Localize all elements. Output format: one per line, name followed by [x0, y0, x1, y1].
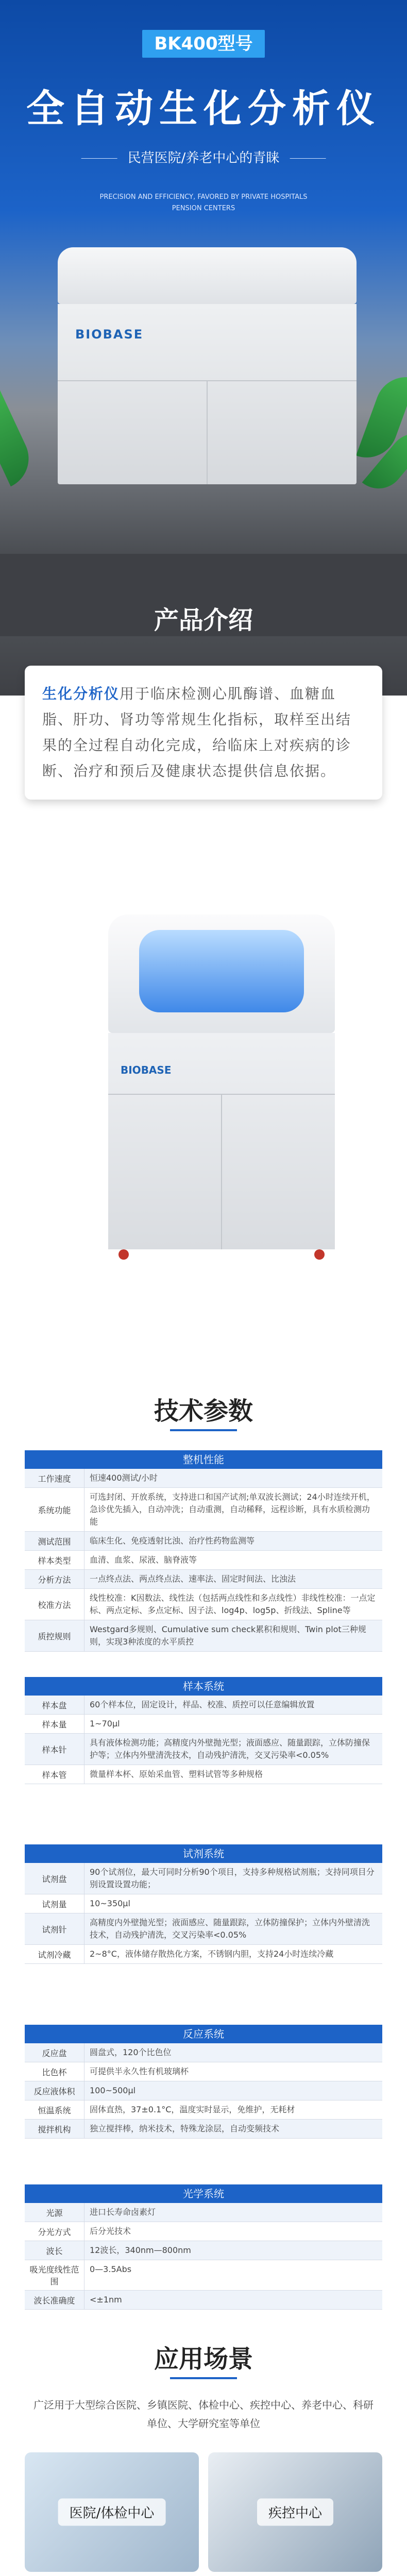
spec-key: 波长 [25, 2241, 84, 2260]
spec-section-title: 整机性能 [25, 1450, 382, 1469]
spec-row [25, 2203, 382, 2222]
spec-row [25, 1715, 382, 1734]
spec-key: 系统功能 [25, 1488, 84, 1531]
hero-title: 全自动生化分析仪 [26, 87, 381, 131]
spec-row [25, 2120, 382, 2139]
scene-label: 疾控中心 [257, 2499, 333, 2526]
spec-key: 样本量 [25, 1715, 84, 1733]
spec-row [25, 2100, 382, 2120]
machine-brand-logo: BIOBASE [121, 1064, 172, 1076]
spec-key: 试剂盘 [25, 1863, 84, 1894]
spec-value: 60个样本位，固定设计，样品、校准、质控可以任意编辑放置 [90, 1700, 315, 1709]
spec-value: 可选封闭、开放系统，支持进口和国产试剂;单双波长测试；24小时连续开机，急诊优先插入，自动冲洗；自动重测，自动稀释，远程诊断，具有水质检测功能 [90, 1492, 375, 1527]
hero-english-line-1: PRECISION AND EFFICIENCY, FAVORED BY PRIVATE HOSPITALS [99, 193, 308, 201]
spec-row [25, 2222, 382, 2241]
spec-value: <±1nm [90, 2295, 122, 2304]
spec-row [25, 1894, 382, 1913]
spec-key: 试剂针 [25, 1913, 84, 1944]
tech-heading-underline [170, 1429, 237, 1431]
spec-section [25, 2025, 382, 2139]
spec-value: 2~8°C，液体储存散热化方案，不锈钢内胆，支持24小时连续冷藏 [90, 1949, 334, 1959]
spec-key: 测试范围 [25, 1532, 84, 1550]
spec-value: 0—3.5Abs [90, 2264, 132, 2274]
spec-key: 样本类型 [25, 1551, 84, 1569]
spec-row [25, 2241, 382, 2260]
spec-section [25, 1844, 382, 1964]
spec-section-title: 反应系统 [25, 2025, 382, 2043]
spec-row [25, 2291, 382, 2310]
spec-key: 校准方法 [25, 1589, 84, 1620]
spec-value: 1~70μl [90, 1719, 120, 1728]
spec-value: 高精度内外壁抛光型；液面感应、随量跟踪，立体防撞保护；立体内外壁清洗技术，自动残护清洗，交叉污染率<0.05% [90, 1918, 370, 1940]
spec-key: 质控规则 [25, 1620, 84, 1651]
application-heading-underline [170, 2377, 237, 2379]
spec-value: 100~500μl [90, 2086, 136, 2095]
spec-row [25, 1913, 382, 1945]
spec-section [25, 2184, 382, 2310]
spec-value: 临床生化、免疫透射比浊、治疗性药物监测等 [90, 1536, 255, 1546]
spec-row [25, 1945, 382, 1964]
spec-key: 恒温系统 [25, 2100, 84, 2119]
intro-keyword: 生化分析仪 [42, 685, 120, 702]
analyzer-open-lid-image [108, 868, 335, 1278]
tech-heading: 技术参数 [154, 1397, 253, 1426]
spec-value: 独立搅拌棒，纳米技术，特殊龙涂层，自动变频技术 [90, 2124, 280, 2133]
spec-row [25, 1589, 382, 1620]
spec-value: 恒速400测试/小时 [90, 1473, 158, 1483]
spec-key: 样本管 [25, 1765, 84, 1784]
scene-label: 医院/体检中心 [58, 2499, 166, 2526]
spec-section [25, 1677, 382, 1784]
spec-section-title: 样本系统 [25, 1677, 382, 1696]
caster-wheel [118, 1249, 129, 1260]
scene-cdc [208, 2452, 382, 2572]
spec-value: 固体直热，37±0.1°C，温度实时显示，免维护，无耗材 [90, 2105, 295, 2114]
spec-key: 样本盘 [25, 1696, 84, 1714]
spec-value: 圆盘式，120个比色位 [90, 2047, 172, 2057]
spec-key: 波长准确度 [25, 2291, 84, 2309]
spec-value: 一点终点法、两点终点法、速率法、固定时间法、比浊法 [90, 1574, 296, 1584]
spec-value: 12波长，340nm—800nm [90, 2245, 191, 2255]
machine-brand-logo: BIOBASE [75, 327, 144, 342]
machine-door-split [221, 1095, 222, 1249]
spec-value: 微量样本杯、原始采血管、塑料试管等多种规格 [90, 1769, 263, 1779]
spec-key: 光源 [25, 2203, 84, 2222]
spec-row [25, 1696, 382, 1715]
spec-value: Westgard多规则、Cumulative sum check累积和规则、Twin plot三种规则，实现3种浓度的水平质控 [90, 1624, 366, 1647]
caster-wheel [314, 1249, 325, 1260]
machine-door-split [207, 381, 208, 484]
product-photo-section [0, 845, 407, 1370]
spec-row [25, 2081, 382, 2100]
intro-heading: 产品介绍 [154, 606, 253, 635]
spec-value: 可提供半永久性有机玻璃杯 [90, 2066, 189, 2076]
spec-row [25, 2043, 382, 2062]
scene-hospital [25, 2452, 199, 2572]
machine-casters [118, 1249, 325, 1260]
hero-english-line-2: PENSION CENTERS [172, 205, 235, 212]
spec-value: 线性校准：K因数法、线性法（包括两点线性和多点线性）非线性校准：一点定标、两点定标、多点定标、因子法、log4p、log5p、折线法、Spline等 [90, 1593, 376, 1615]
intro-text: 用于临床检测心肌酶谱、血糖血脂、肝功、肾功等常规生化指标，取样至出结果的全过程自动化完成，给临床上对疾病的诊断、治疗和预后及健康状态提供信息依据。 [42, 685, 352, 779]
hero-banner [0, 0, 407, 554]
spec-value: 进口长寿命卤素灯 [90, 2207, 156, 2217]
intro-card [25, 666, 382, 800]
spec-key: 分光方式 [25, 2222, 84, 2241]
spec-key: 搅拌机构 [25, 2120, 84, 2138]
spec-key: 试剂量 [25, 1894, 84, 1913]
application-description: 广泛用于大型综合医院、乡镇医院、体检中心、疾控中心、养老中心、科研单位、大学研究室等单位 [33, 2399, 374, 2430]
spec-row [25, 1570, 382, 1589]
spec-row [25, 1532, 382, 1551]
hero-english-tagline [0, 192, 407, 214]
spec-key: 工作速度 [25, 1469, 84, 1487]
plant-leaf-decoration [0, 389, 39, 486]
spec-value: 血清、血浆、尿液、脑脊液等 [90, 1555, 197, 1565]
spec-value: 10~350μl [90, 1899, 130, 1908]
application-heading: 应用场景 [154, 2345, 253, 2374]
machine-blue-window [139, 930, 304, 1012]
spec-value: 后分光技术 [90, 2226, 131, 2236]
spec-row [25, 2062, 382, 2081]
spec-key: 吸光度线性范围 [25, 2260, 84, 2290]
spec-value: 90个试剂位，最大可同时分析90个项目，支持多种规格试剂瓶；支持同项目分别设置设置功能； [90, 1867, 375, 1889]
spec-key: 反应盘 [25, 2043, 84, 2062]
spec-section-title: 光学系统 [25, 2184, 382, 2203]
spec-key: 反应液体积 [25, 2081, 84, 2100]
spec-key: 分析方法 [25, 1570, 84, 1588]
spec-key: 比色杯 [25, 2062, 84, 2081]
model-tag: BK400型号 [142, 30, 265, 58]
spec-row [25, 1863, 382, 1894]
spec-section-title: 试剂系统 [25, 1844, 382, 1863]
spec-row [25, 1488, 382, 1532]
spec-section [25, 1450, 382, 1652]
machine-lid [58, 247, 357, 304]
spec-row [25, 1765, 382, 1784]
spec-key: 样本针 [25, 1734, 84, 1765]
spec-row [25, 1469, 382, 1488]
spec-row [25, 2260, 382, 2291]
spec-row [25, 1551, 382, 1570]
spec-row [25, 1620, 382, 1652]
spec-row [25, 1734, 382, 1765]
spec-value: 具有液体检测功能；高精度内外壁抛光型；液面感应、随量跟踪，立体防撞保护等；立体内外壁清洗技术，自动残护清洗，交叉污染率<0.05% [90, 1738, 370, 1760]
hero-subtitle: 民营医院/养老中心的青睐 [112, 147, 295, 170]
spec-key: 试剂冷藏 [25, 1945, 84, 1963]
analyzer-machine-image [58, 247, 357, 484]
